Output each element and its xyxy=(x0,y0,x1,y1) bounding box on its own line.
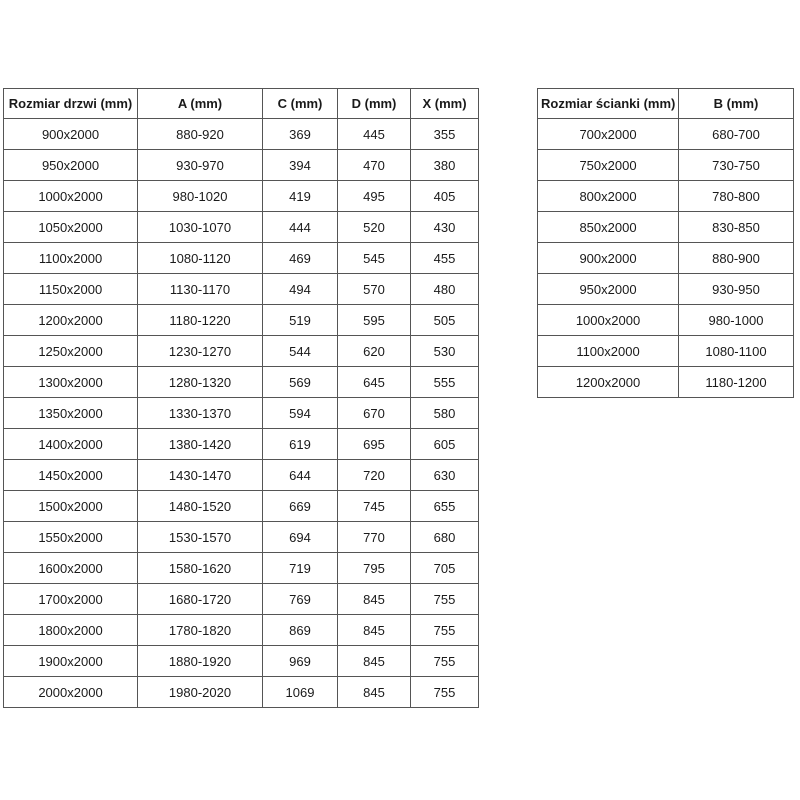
table-cell: 1100x2000 xyxy=(538,336,679,367)
table-cell: 570 xyxy=(338,274,411,305)
table-cell: 1880-1920 xyxy=(138,646,263,677)
table-cell: 594 xyxy=(263,398,338,429)
table-row xyxy=(4,646,479,677)
table-cell: 845 xyxy=(338,584,411,615)
table-cell: 1000x2000 xyxy=(538,305,679,336)
column-header: A (mm) xyxy=(138,89,263,119)
table-cell: 750x2000 xyxy=(538,150,679,181)
table-row xyxy=(4,522,479,553)
table-row xyxy=(4,367,479,398)
table-cell: 544 xyxy=(263,336,338,367)
table-cell: 980-1000 xyxy=(679,305,794,336)
table-row xyxy=(4,615,479,646)
table-cell: 720 xyxy=(338,460,411,491)
table-row xyxy=(4,429,479,460)
table-cell: 705 xyxy=(411,553,479,584)
table-row xyxy=(4,243,479,274)
table-cell: 900x2000 xyxy=(538,243,679,274)
table-cell: 1080-1100 xyxy=(679,336,794,367)
table-cell: 369 xyxy=(263,119,338,150)
table-cell: 680 xyxy=(411,522,479,553)
column-header: Rozmiar ścianki (mm) xyxy=(538,89,679,119)
table-row xyxy=(4,460,479,491)
column-header: B (mm) xyxy=(679,89,794,119)
table-row xyxy=(538,181,794,212)
table-cell: 1180-1200 xyxy=(679,367,794,398)
table-cell: 745 xyxy=(338,491,411,522)
table-cell: 1050x2000 xyxy=(4,212,138,243)
table-cell: 845 xyxy=(338,646,411,677)
table-cell: 900x2000 xyxy=(4,119,138,150)
table-cell: 394 xyxy=(263,150,338,181)
door-sizes-table xyxy=(3,88,479,708)
table-cell: 1300x2000 xyxy=(4,367,138,398)
table-cell: 645 xyxy=(338,367,411,398)
table-row xyxy=(4,491,479,522)
table-cell: 1150x2000 xyxy=(4,274,138,305)
table-row xyxy=(4,181,479,212)
table-cell: 770 xyxy=(338,522,411,553)
table-cell: 595 xyxy=(338,305,411,336)
column-header: Rozmiar drzwi (mm) xyxy=(4,89,138,119)
table-cell: 630 xyxy=(411,460,479,491)
table-cell: 850x2000 xyxy=(538,212,679,243)
table-cell: 1230-1270 xyxy=(138,336,263,367)
table-cell: 1350x2000 xyxy=(4,398,138,429)
table-cell: 405 xyxy=(411,181,479,212)
table-row xyxy=(538,274,794,305)
table-cell: 755 xyxy=(411,584,479,615)
table-row xyxy=(4,150,479,181)
table-cell: 569 xyxy=(263,367,338,398)
table-cell: 1780-1820 xyxy=(138,615,263,646)
table-cell: 880-900 xyxy=(679,243,794,274)
table-cell: 700x2000 xyxy=(538,119,679,150)
table-cell: 1480-1520 xyxy=(138,491,263,522)
table-cell: 950x2000 xyxy=(4,150,138,181)
table-cell: 800x2000 xyxy=(538,181,679,212)
table-cell: 845 xyxy=(338,677,411,708)
table-cell: 845 xyxy=(338,615,411,646)
table-cell: 980-1020 xyxy=(138,181,263,212)
table-row xyxy=(538,336,794,367)
table-cell: 695 xyxy=(338,429,411,460)
header-row xyxy=(538,89,794,119)
table-cell: 644 xyxy=(263,460,338,491)
table-cell: 495 xyxy=(338,181,411,212)
table-row xyxy=(538,212,794,243)
table-cell: 430 xyxy=(411,212,479,243)
table-cell: 1200x2000 xyxy=(4,305,138,336)
column-header: C (mm) xyxy=(263,89,338,119)
table-cell: 1450x2000 xyxy=(4,460,138,491)
table-cell: 355 xyxy=(411,119,479,150)
table-cell: 694 xyxy=(263,522,338,553)
header-row xyxy=(4,89,479,119)
table-cell: 730-750 xyxy=(679,150,794,181)
table-cell: 580 xyxy=(411,398,479,429)
wall-sizes-table xyxy=(537,88,794,398)
table-cell: 670 xyxy=(338,398,411,429)
table-cell: 605 xyxy=(411,429,479,460)
table-cell: 1380-1420 xyxy=(138,429,263,460)
table-cell: 655 xyxy=(411,491,479,522)
table-row xyxy=(4,553,479,584)
table-row xyxy=(4,398,479,429)
table-row xyxy=(4,274,479,305)
table-cell: 530 xyxy=(411,336,479,367)
table-cell: 1900x2000 xyxy=(4,646,138,677)
table-cell: 1180-1220 xyxy=(138,305,263,336)
table-cell: 1430-1470 xyxy=(138,460,263,491)
table-cell: 755 xyxy=(411,615,479,646)
table-cell: 380 xyxy=(411,150,479,181)
table-cell: 619 xyxy=(263,429,338,460)
table-cell: 969 xyxy=(263,646,338,677)
table-row xyxy=(4,212,479,243)
table-cell: 455 xyxy=(411,243,479,274)
table-cell: 1400x2000 xyxy=(4,429,138,460)
table-cell: 469 xyxy=(263,243,338,274)
table-row xyxy=(4,119,479,150)
table-cell: 755 xyxy=(411,677,479,708)
table-cell: 1130-1170 xyxy=(138,274,263,305)
table-row xyxy=(538,305,794,336)
table-cell: 1580-1620 xyxy=(138,553,263,584)
table-cell: 780-800 xyxy=(679,181,794,212)
table-cell: 480 xyxy=(411,274,479,305)
table-cell: 869 xyxy=(263,615,338,646)
table-row xyxy=(538,243,794,274)
table-cell: 470 xyxy=(338,150,411,181)
table-row xyxy=(538,150,794,181)
table-cell: 1700x2000 xyxy=(4,584,138,615)
table-cell: 1250x2000 xyxy=(4,336,138,367)
table-cell: 545 xyxy=(338,243,411,274)
table-row xyxy=(4,305,479,336)
table-cell: 1069 xyxy=(263,677,338,708)
column-header: X (mm) xyxy=(411,89,479,119)
table-cell: 930-970 xyxy=(138,150,263,181)
table-cell: 419 xyxy=(263,181,338,212)
table-cell: 1980-2020 xyxy=(138,677,263,708)
table-cell: 830-850 xyxy=(679,212,794,243)
table-cell: 1600x2000 xyxy=(4,553,138,584)
table-cell: 1080-1120 xyxy=(138,243,263,274)
table-cell: 519 xyxy=(263,305,338,336)
table-cell: 930-950 xyxy=(679,274,794,305)
table-cell: 445 xyxy=(338,119,411,150)
table-row xyxy=(4,336,479,367)
table-cell: 769 xyxy=(263,584,338,615)
table-cell: 620 xyxy=(338,336,411,367)
table-cell: 1280-1320 xyxy=(138,367,263,398)
table-cell: 950x2000 xyxy=(538,274,679,305)
table-cell: 669 xyxy=(263,491,338,522)
table-cell: 520 xyxy=(338,212,411,243)
table-cell: 505 xyxy=(411,305,479,336)
column-header: D (mm) xyxy=(338,89,411,119)
table-cell: 719 xyxy=(263,553,338,584)
table-cell: 1000x2000 xyxy=(4,181,138,212)
table-cell: 494 xyxy=(263,274,338,305)
table-cell: 555 xyxy=(411,367,479,398)
table-cell: 1200x2000 xyxy=(538,367,679,398)
table-cell: 1800x2000 xyxy=(4,615,138,646)
table-cell: 1500x2000 xyxy=(4,491,138,522)
table-cell: 880-920 xyxy=(138,119,263,150)
table-cell: 444 xyxy=(263,212,338,243)
table-cell: 680-700 xyxy=(679,119,794,150)
table-cell: 1330-1370 xyxy=(138,398,263,429)
table-cell: 1680-1720 xyxy=(138,584,263,615)
table-row xyxy=(4,584,479,615)
table-cell: 755 xyxy=(411,646,479,677)
table-cell: 2000x2000 xyxy=(4,677,138,708)
table-cell: 795 xyxy=(338,553,411,584)
table-cell: 1550x2000 xyxy=(4,522,138,553)
table-row xyxy=(538,367,794,398)
table-row xyxy=(4,677,479,708)
table-cell: 1030-1070 xyxy=(138,212,263,243)
table-row xyxy=(538,119,794,150)
table-cell: 1530-1570 xyxy=(138,522,263,553)
table-cell: 1100x2000 xyxy=(4,243,138,274)
